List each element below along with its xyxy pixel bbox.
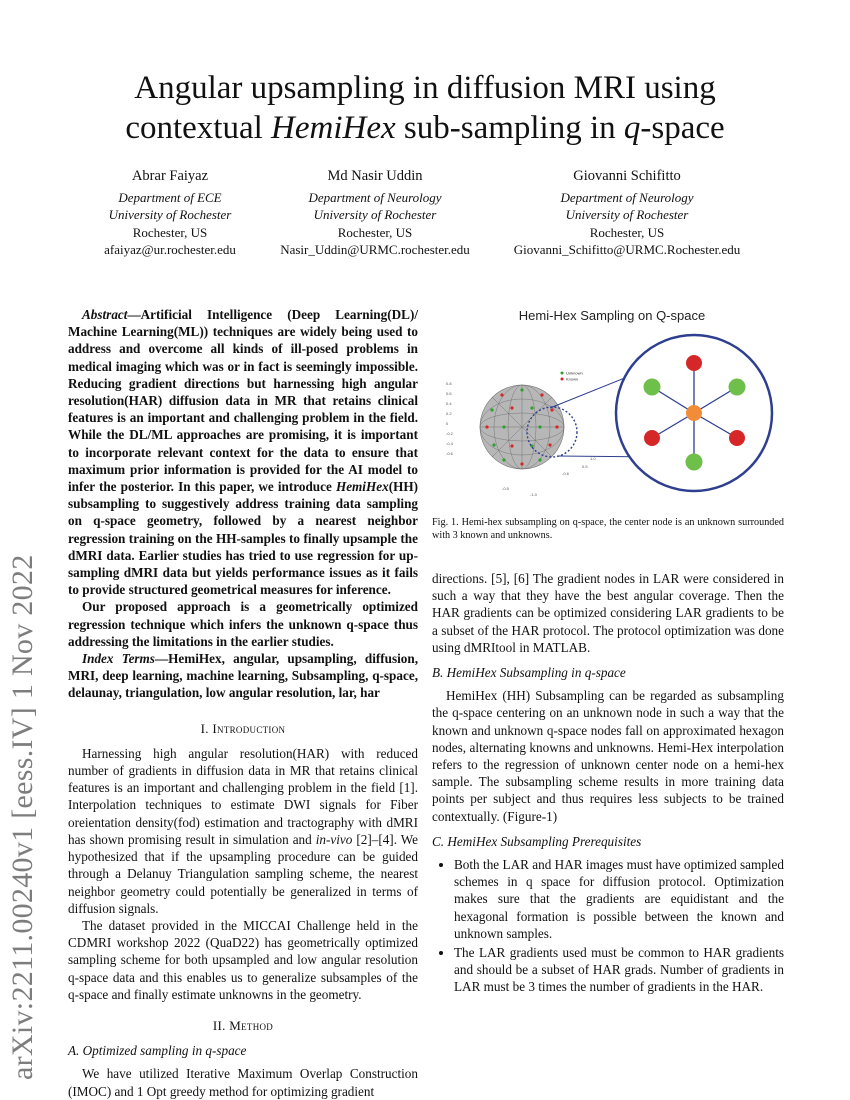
unknown-node	[729, 379, 746, 396]
figure-legend	[561, 371, 583, 382]
unknown-node	[644, 379, 661, 396]
svg-text:-1.0: -1.0	[530, 492, 537, 497]
list-item: • The LAR gradients used must be common to HAR gradients and should be a subset of HAR grads. Number of gradients in LAR must be 3 times the number of gradients in the HAR.	[454, 944, 784, 996]
arxiv-identifier: arXiv:2211.00240v1 [eess.IV] 1 Nov 2022	[6, 554, 39, 1080]
author-block-2: Md Nasir Uddin Department of Neurology University of Rochester Rochester, US Nasir_Uddin@URMC.rochester.edu	[250, 168, 500, 259]
svg-text:0.5: 0.5	[582, 464, 588, 469]
method-paragraph-1-continued: directions. [5], [6] The gradient nodes in LAR were considered in such a way that they have the best angular coverage. Then the HAR gradients can be optimized considering LAR gradients to be a subset of the HAR protocol. The protocol optimization was done using dMRItool in MATLAB.	[432, 571, 784, 655]
figure-graphic	[432, 300, 784, 510]
sphere-mesh	[480, 385, 564, 469]
svg-text:0.6: 0.6	[446, 391, 452, 396]
legend-known: Known	[566, 376, 579, 382]
known-node	[644, 430, 660, 446]
center-unknown-node	[686, 405, 702, 421]
method-paragraph-1: We have utilized Iterative Maximum Overlap Construction (IMOC) and 1 Opt greedy method for optimizing gradient	[68, 1066, 418, 1099]
subsection-a-heading: A. Optimized sampling in q-space	[68, 1043, 247, 1059]
subsection-c-heading: C. HemiHex Subsampling Prerequisites	[432, 833, 642, 849]
subsection-b-heading: B. HemiHex Subsampling in q-space	[432, 665, 626, 681]
list-item: • Both the LAR and HAR images must have optimized sampled schemes in q space for diffusion protocol. Optimization makes sure that the gradients are equidistant and the hexagonal formation is possible between the known and unknown samples.	[454, 856, 784, 942]
intro-paragraph-2: The dataset provided in the MICCAI Challenge held in the CDMRI workshop 2022 (QuaD22) has geometrically optimized sampling scheme for both upsampled and low angular resolution q-space data and this enables us to generalize subsamples of the q-space and finally estimate unknowns in the geometry.	[68, 917, 418, 1002]
prerequisites-list	[432, 856, 784, 996]
index-terms: Index Terms—HemiHex, angular, upsampling, diffusion, MRI, deep learning, machine learning, Subsampling, q-space, delaunay, triangulation, low angular resolution, lar, har	[68, 651, 419, 701]
figure-1	[432, 300, 784, 510]
known-node	[729, 430, 745, 446]
intro-paragraph-1: Harnessing high angular resolution(HAR) with reduced number of gradients in diffusion data in MR that retains clinical features is an important and challenging problem in the field [1]. Interpolation techniques to estimate DWI signals for Fiber oreientation density(fod) estimation and tractography with dMRI has shown promising result in simulation and in-vivo [2]–[4]. We hypothesized that if the upsampling procedure can be guided through a Delanuy Triangulation sampling scheme, the nearest neighbor geometry could potentially be generalized in terms of diffusion signals.	[68, 745, 418, 916]
author-email: Giovanni_Schifitto@URMC.Rochester.edu	[513, 242, 741, 257]
author-email: afaiyaz@ur.rochester.edu	[104, 242, 236, 257]
author-name: Md Nasir Uddin	[327, 168, 423, 184]
abstract: Abstract—Artificial Intelligence (Deep Learning(DL)/ Machine Learning(ML)) techniques are widely being used to address and overcome all kinds of ill-posed problems in medical imaging which was or in fact is seemingly impossible. Reducing gradient directions but harnessing high angular resolution(HAR) diffusion data in MR that retains clinical features is an important and challenging problem in the field. While the DL/ML approaches are promising, it is important to incorporate relevant context for the data to ensure that maximum prior information is provided for the AI model to infer the posterior. In this paper, we introduce HemiHex(HH) subsampling to suggestively address training data sampling on q-space geometry, followed by a nearest neighbor regression training on the HH-samples to finally upsample the dMRI data. Earlier studies has tried to use regression for up-sampling dMRI data but yields performance issues as it fails to provide structured geometrical measures for inference.	[68, 307, 418, 598]
figure-title: Hemi-Hex Sampling on Q-space	[518, 308, 706, 323]
axis-ticks	[446, 381, 454, 456]
svg-text:0.8: 0.8	[446, 381, 452, 386]
unknown-node	[686, 454, 703, 471]
author-email: Nasir_Uddin@URMC.rochester.edu	[280, 242, 470, 257]
author-block-1: Abrar Faiyaz Department of ECE University of Rochester Rochester, US afaiyaz@ur.rochester.edu	[45, 168, 295, 259]
method-heading: II. Method	[212, 1017, 274, 1033]
svg-text:0.4: 0.4	[446, 401, 452, 406]
figure-caption: Fig. 1. Hemi-hex subsampling on q-space, the center node is an unknown surrounded with 3 known and unknowns.	[432, 517, 784, 541]
intro-heading: I. Introduction	[200, 720, 286, 736]
author-block-3: Giovanni Schifitto Department of Neurology University of Rochester Rochester, US Giovanni_Schifitto@URMC.Rochester.edu	[502, 168, 752, 259]
svg-text:1.0: 1.0	[590, 456, 596, 461]
left-column	[68, 306, 418, 1100]
svg-text:-0.6: -0.6	[446, 451, 453, 456]
known-node	[686, 355, 702, 371]
abstract-p2: Our proposed approach is a geometrically optimized regression technique which infers the unknown q-space thus addressing the limitations in the earlier studies.	[68, 599, 418, 649]
svg-text:-0.2: -0.2	[446, 431, 453, 436]
paper-title: Angular upsampling in diffusion MRI using contextual HemiHex sub-sampling in q-space	[125, 70, 725, 146]
svg-text:-0.5: -0.5	[502, 486, 509, 491]
author-name: Giovanni Schifitto	[573, 168, 681, 184]
svg-text:-0.6: -0.6	[562, 471, 569, 476]
hemihex-paragraph: HemiHex (HH) Subsampling can be regarded as subsampling the q-space centering on an unknown node in such a way that the known and unknown q-space nodes fall on approximated hexagon nodes, alternating knowns and unknowns. Hemi-Hex interpolation refers to the regression of unknown center node on a hemi-hex sample. The subsampling scheme results in more training data points per subject and thus requires less subjects to be trained contextually. (Figure-1)	[432, 688, 784, 824]
author-name: Abrar Faiyaz	[131, 168, 209, 184]
svg-text:0: 0	[446, 421, 449, 426]
svg-text:-0.4: -0.4	[446, 441, 453, 446]
svg-text:0.2: 0.2	[446, 411, 452, 416]
right-column	[432, 570, 784, 998]
legend-unknown: Unknown	[566, 370, 583, 376]
